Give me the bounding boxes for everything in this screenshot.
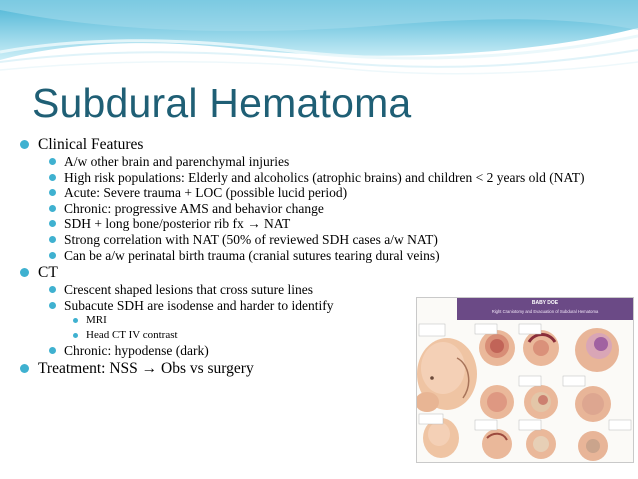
sub-bullet: A/w other brain and parenchymal injuries	[20, 154, 620, 170]
illustration-header	[457, 298, 633, 320]
sub-bullet: Chronic: hypodense (dark)	[20, 343, 620, 359]
bullet-dot	[49, 286, 56, 293]
bullet-dot	[49, 174, 56, 181]
bullet-dot	[49, 220, 56, 227]
bullet-dot	[49, 189, 56, 196]
bullet-dot	[20, 364, 29, 373]
surgery-steps-artwork	[417, 298, 633, 462]
sub-bullet: SDH + long bone/posterior rib fx → NAT	[20, 216, 620, 232]
bullet-dot	[49, 236, 56, 243]
craniotomy-illustration	[416, 297, 634, 463]
header-wave-decoration	[0, 0, 638, 78]
bullet-dot	[20, 268, 29, 277]
sub-sub-bullet: Head CT IV contrast	[20, 328, 620, 343]
bullet-dot	[20, 140, 29, 149]
illustration-subtitle: Right Craniotomy and Evacuation of Subdural Hematoma	[491, 309, 599, 314]
bullet-dot	[49, 252, 56, 259]
sub-bullet: Chronic: progressive AMS and behavior change	[20, 201, 620, 217]
bullet-dot	[49, 347, 56, 354]
bullet-treatment: Treatment: NSS → Obs vs surgery	[20, 359, 620, 378]
bullet-clinical-features: Clinical Features	[20, 135, 620, 154]
bullet-dot	[49, 158, 56, 165]
sub-bullet: Can be a/w perinatal birth trauma (cranial sutures tearing dural veins)	[20, 248, 620, 264]
bullet-dot	[73, 318, 78, 323]
bullet-dot	[73, 333, 78, 338]
sub-bullet: High risk populations: Elderly and alcoholics (atrophic brains) and children < 2 years old (NAT)	[20, 170, 620, 186]
sub-bullet: Crescent shaped lesions that cross suture lines	[20, 282, 620, 298]
bullet-dot	[49, 302, 56, 309]
slide-title: Subdural Hematoma	[32, 80, 412, 126]
sub-bullet: Strong correlation with NAT (50% of reviewed SDH cases a/w NAT)	[20, 232, 620, 248]
sub-bullet: Acute: Severe trauma + LOC (possible lucid period)	[20, 185, 620, 201]
sub-bullet: Subacute SDH are isodense and harder to identify	[20, 298, 620, 314]
illustration-title: BABY DOE	[531, 300, 559, 306]
bullet-ct: CT	[20, 263, 620, 282]
bullet-dot	[49, 205, 56, 212]
sub-sub-bullet: MRI	[20, 313, 620, 328]
